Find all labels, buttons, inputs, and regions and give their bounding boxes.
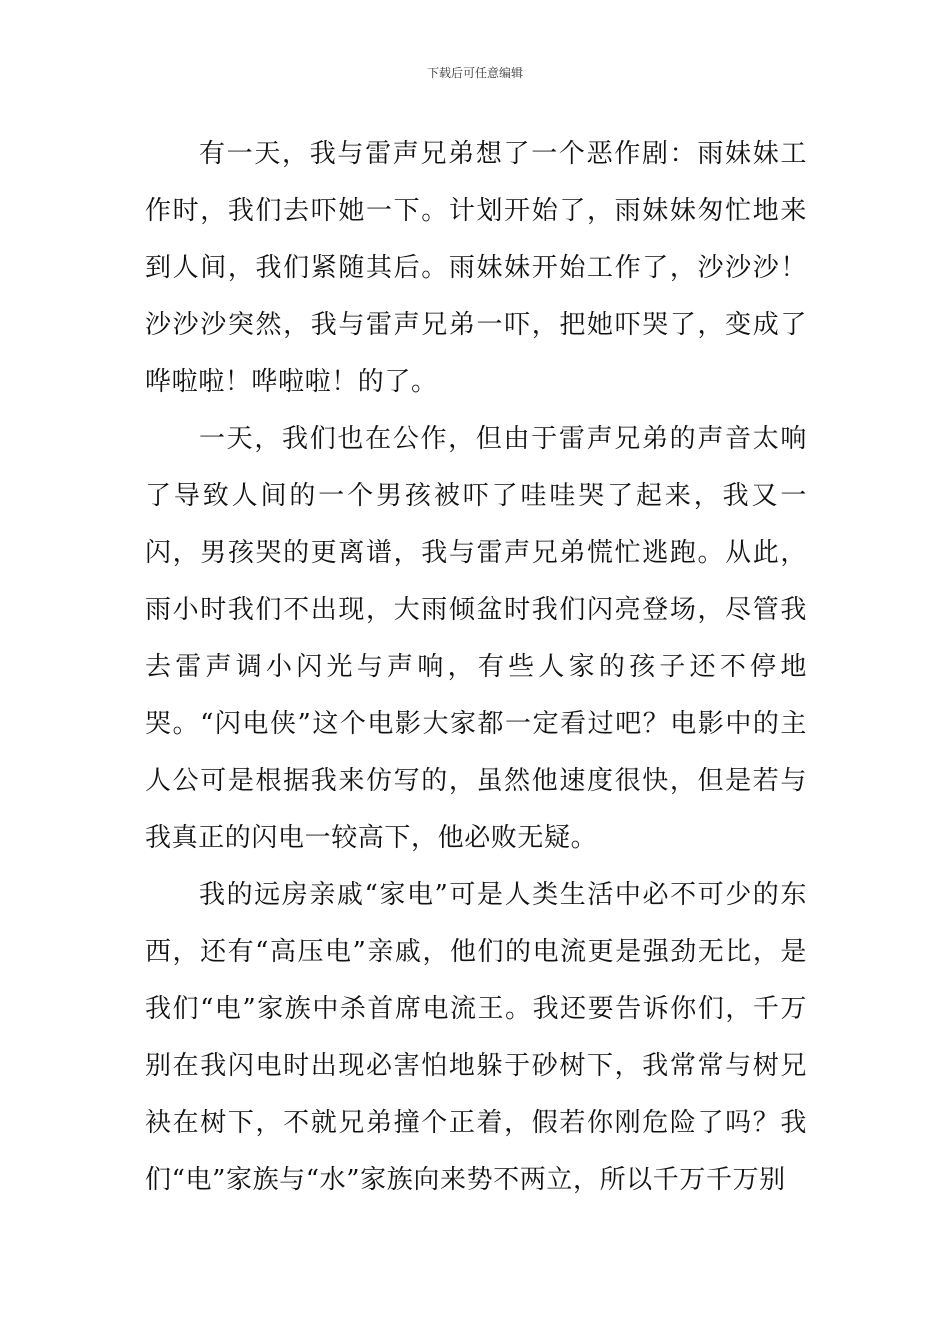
document-body: [145, 126, 807, 1209]
paragraph-2: 一天，我们也在公作，但由于雷声兄弟的声音太响了导致人间的一个男孩被吓了哇哇哭了起来，我又一闪，男孩哭的更离谱，我与雷声兄弟慌忙逃跑。从此，雨小时我们不出现，大雨倾盆时我们闪亮登场，尽管我去雷声调小闪光与声响，有些人家的孩子还不停地哭。“闪电侠”这个电影大家都一定看过吧？电影中的主人公可是根据我来仿写的，虽然他速度很快，但是若与我真正的闪电一较高下，他必败无疑。: [145, 424, 807, 853]
page-header: 下载后可任意编辑: [426, 66, 523, 80]
paragraph-3: 我的远房亲戚“家电”可是人类生活中必不可少的东西，还有“高压电”亲戚，他们的电流更是强劲无比，是我们“电”家族中杀首席电流王。我还要告诉你们，千万别在我闪电时出现必害怕地躲于砂树下，我常常与树兄袂在树下，不就兄弟撞个正着，假若你刚危险了吗？我们“电”家族与“水”家族向来势不两立，所以千万千万别: [145, 880, 807, 1195]
paragraph-1: 有一天，我与雷声兄弟想了一个恶作剧：雨妹妹工作时，我们去吓她一下。计划开始了，雨妹妹匆忙地来到人间，我们紧随其后。雨妹妹开始工作了，沙沙沙！沙沙沙突然，我与雷声兄弟一吓，把她吓哭了，变成了哗啦啦！哗啦啦！的了。: [145, 139, 807, 397]
